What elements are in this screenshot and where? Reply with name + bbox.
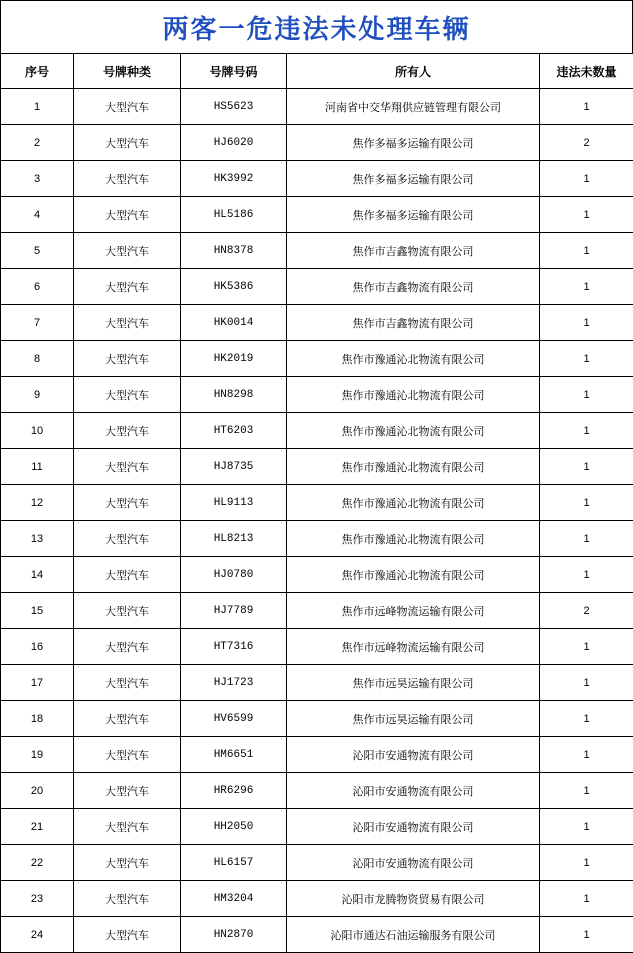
cell-owner: 焦作市豫通沁北物流有限公司 <box>287 449 540 485</box>
cell-plate-number: HT7316 <box>181 629 287 665</box>
column-header-owner: 所有人 <box>287 54 540 89</box>
cell-owner: 焦作市吉鑫物流有限公司 <box>287 305 540 341</box>
table-row <box>1 557 633 593</box>
cell-plate-number: HM6651 <box>181 737 287 773</box>
cell-violation-count: 1 <box>540 845 633 881</box>
cell-owner: 焦作市吉鑫物流有限公司 <box>287 269 540 305</box>
cell-index: 16 <box>1 629 74 665</box>
cell-plate-type: 大型汽车 <box>74 881 181 917</box>
cell-index: 17 <box>1 665 74 701</box>
cell-violation-count: 1 <box>540 161 633 197</box>
cell-index: 11 <box>1 449 74 485</box>
cell-violation-count: 1 <box>540 881 633 917</box>
cell-plate-type: 大型汽车 <box>74 737 181 773</box>
cell-violation-count: 1 <box>540 377 633 413</box>
cell-owner: 沁阳市龙腾物资贸易有限公司 <box>287 881 540 917</box>
cell-violation-count: 1 <box>540 701 633 737</box>
cell-index: 7 <box>1 305 74 341</box>
table-row <box>1 269 633 305</box>
table-row <box>1 701 633 737</box>
cell-violation-count: 1 <box>540 197 633 233</box>
cell-plate-number: HL5186 <box>181 197 287 233</box>
cell-plate-type: 大型汽车 <box>74 413 181 449</box>
cell-plate-number: HL9113 <box>181 485 287 521</box>
cell-plate-number: HL6157 <box>181 845 287 881</box>
cell-index: 2 <box>1 125 74 161</box>
cell-index: 15 <box>1 593 74 629</box>
cell-violation-count: 1 <box>540 485 633 521</box>
cell-plate-number: HN8298 <box>181 377 287 413</box>
cell-plate-type: 大型汽车 <box>74 485 181 521</box>
cell-owner: 焦作市豫通沁北物流有限公司 <box>287 521 540 557</box>
table-row <box>1 341 633 377</box>
cell-owner: 焦作市远昊运输有限公司 <box>287 665 540 701</box>
table-row <box>1 665 633 701</box>
cell-index: 9 <box>1 377 74 413</box>
cell-plate-type: 大型汽车 <box>74 161 181 197</box>
cell-violation-count: 1 <box>540 557 633 593</box>
cell-plate-number: HJ1723 <box>181 665 287 701</box>
cell-plate-number: HR6296 <box>181 773 287 809</box>
cell-plate-type: 大型汽车 <box>74 89 181 125</box>
table-row <box>1 449 633 485</box>
table-row <box>1 413 633 449</box>
page-title: 两客一危违法未处理车辆 <box>0 0 633 53</box>
table-row <box>1 125 633 161</box>
cell-plate-number: HJ6020 <box>181 125 287 161</box>
cell-plate-number: HS5623 <box>181 89 287 125</box>
table-row <box>1 737 633 773</box>
cell-index: 18 <box>1 701 74 737</box>
cell-plate-type: 大型汽车 <box>74 593 181 629</box>
cell-plate-number: HJ0780 <box>181 557 287 593</box>
cell-owner: 焦作市豫通沁北物流有限公司 <box>287 413 540 449</box>
cell-violation-count: 1 <box>540 305 633 341</box>
cell-index: 5 <box>1 233 74 269</box>
cell-index: 19 <box>1 737 74 773</box>
table-row <box>1 305 633 341</box>
cell-index: 22 <box>1 845 74 881</box>
cell-plate-number: HN8378 <box>181 233 287 269</box>
cell-index: 20 <box>1 773 74 809</box>
cell-violation-count: 1 <box>540 341 633 377</box>
cell-violation-count: 1 <box>540 449 633 485</box>
cell-plate-type: 大型汽车 <box>74 269 181 305</box>
cell-violation-count: 1 <box>540 809 633 845</box>
cell-plate-type: 大型汽车 <box>74 377 181 413</box>
cell-plate-number: HL8213 <box>181 521 287 557</box>
cell-owner: 焦作市吉鑫物流有限公司 <box>287 233 540 269</box>
cell-plate-number: HT6203 <box>181 413 287 449</box>
table-row <box>1 89 633 125</box>
cell-plate-type: 大型汽车 <box>74 305 181 341</box>
cell-plate-type: 大型汽车 <box>74 125 181 161</box>
table-row <box>1 917 633 953</box>
table-row <box>1 629 633 665</box>
column-header-index: 序号 <box>1 54 74 89</box>
cell-owner: 焦作市远昊运输有限公司 <box>287 701 540 737</box>
cell-index: 10 <box>1 413 74 449</box>
cell-owner: 沁阳市安通物流有限公司 <box>287 809 540 845</box>
table-row <box>1 845 633 881</box>
cell-owner: 沁阳市安通物流有限公司 <box>287 773 540 809</box>
cell-plate-type: 大型汽车 <box>74 701 181 737</box>
table-row <box>1 197 633 233</box>
cell-index: 24 <box>1 917 74 953</box>
cell-index: 21 <box>1 809 74 845</box>
table-row <box>1 233 633 269</box>
cell-plate-type: 大型汽车 <box>74 665 181 701</box>
cell-owner: 沁阳市安通物流有限公司 <box>287 845 540 881</box>
cell-owner: 沁阳市通达石油运输服务有限公司 <box>287 917 540 953</box>
cell-plate-type: 大型汽车 <box>74 773 181 809</box>
cell-index: 14 <box>1 557 74 593</box>
table-row <box>1 161 633 197</box>
cell-index: 4 <box>1 197 74 233</box>
column-header-plate-type: 号牌种类 <box>74 54 181 89</box>
column-header-plate-number: 号牌号码 <box>181 54 287 89</box>
cell-plate-type: 大型汽车 <box>74 917 181 953</box>
cell-plate-number: HN2870 <box>181 917 287 953</box>
table-row <box>1 521 633 557</box>
cell-plate-number: HK3992 <box>181 161 287 197</box>
cell-violation-count: 1 <box>540 89 633 125</box>
cell-index: 1 <box>1 89 74 125</box>
table-row <box>1 485 633 521</box>
cell-index: 8 <box>1 341 74 377</box>
cell-owner: 焦作市豫通沁北物流有限公司 <box>287 341 540 377</box>
cell-plate-number: HK0014 <box>181 305 287 341</box>
cell-plate-type: 大型汽车 <box>74 449 181 485</box>
cell-violation-count: 1 <box>540 629 633 665</box>
cell-index: 12 <box>1 485 74 521</box>
cell-plate-type: 大型汽车 <box>74 341 181 377</box>
cell-owner: 焦作市远峰物流运输有限公司 <box>287 629 540 665</box>
cell-violation-count: 1 <box>540 269 633 305</box>
cell-plate-number: HV6599 <box>181 701 287 737</box>
vehicle-table <box>0 53 633 953</box>
cell-plate-number: HJ8735 <box>181 449 287 485</box>
cell-owner: 焦作多福多运输有限公司 <box>287 197 540 233</box>
cell-plate-number: HJ7789 <box>181 593 287 629</box>
cell-owner: 焦作市远峰物流运输有限公司 <box>287 593 540 629</box>
cell-index: 13 <box>1 521 74 557</box>
cell-violation-count: 1 <box>540 413 633 449</box>
cell-owner: 河南省中交华翔供应链管理有限公司 <box>287 89 540 125</box>
cell-owner: 焦作多福多运输有限公司 <box>287 161 540 197</box>
cell-owner: 焦作多福多运输有限公司 <box>287 125 540 161</box>
table-row <box>1 881 633 917</box>
cell-plate-number: HH2050 <box>181 809 287 845</box>
cell-owner: 焦作市豫通沁北物流有限公司 <box>287 377 540 413</box>
cell-violation-count: 1 <box>540 773 633 809</box>
cell-violation-count: 1 <box>540 521 633 557</box>
cell-violation-count: 1 <box>540 233 633 269</box>
cell-plate-type: 大型汽车 <box>74 629 181 665</box>
cell-plate-type: 大型汽车 <box>74 557 181 593</box>
cell-plate-type: 大型汽车 <box>74 809 181 845</box>
cell-plate-type: 大型汽车 <box>74 521 181 557</box>
cell-plate-type: 大型汽车 <box>74 233 181 269</box>
cell-index: 3 <box>1 161 74 197</box>
cell-index: 23 <box>1 881 74 917</box>
table-row <box>1 809 633 845</box>
cell-violation-count: 2 <box>540 125 633 161</box>
cell-plate-type: 大型汽车 <box>74 197 181 233</box>
cell-violation-count: 1 <box>540 917 633 953</box>
cell-owner: 焦作市豫通沁北物流有限公司 <box>287 557 540 593</box>
cell-violation-count: 2 <box>540 593 633 629</box>
cell-index: 6 <box>1 269 74 305</box>
table-row <box>1 773 633 809</box>
cell-plate-type: 大型汽车 <box>74 845 181 881</box>
table-body <box>1 89 633 953</box>
cell-plate-number: HM3204 <box>181 881 287 917</box>
cell-violation-count: 1 <box>540 737 633 773</box>
cell-plate-number: HK2019 <box>181 341 287 377</box>
table-header-row <box>1 54 633 89</box>
cell-owner: 焦作市豫通沁北物流有限公司 <box>287 485 540 521</box>
cell-plate-number: HK5386 <box>181 269 287 305</box>
cell-violation-count: 1 <box>540 665 633 701</box>
cell-owner: 沁阳市安通物流有限公司 <box>287 737 540 773</box>
table-row <box>1 593 633 629</box>
table-row <box>1 377 633 413</box>
column-header-violation-count: 违法未数量 <box>540 54 633 89</box>
